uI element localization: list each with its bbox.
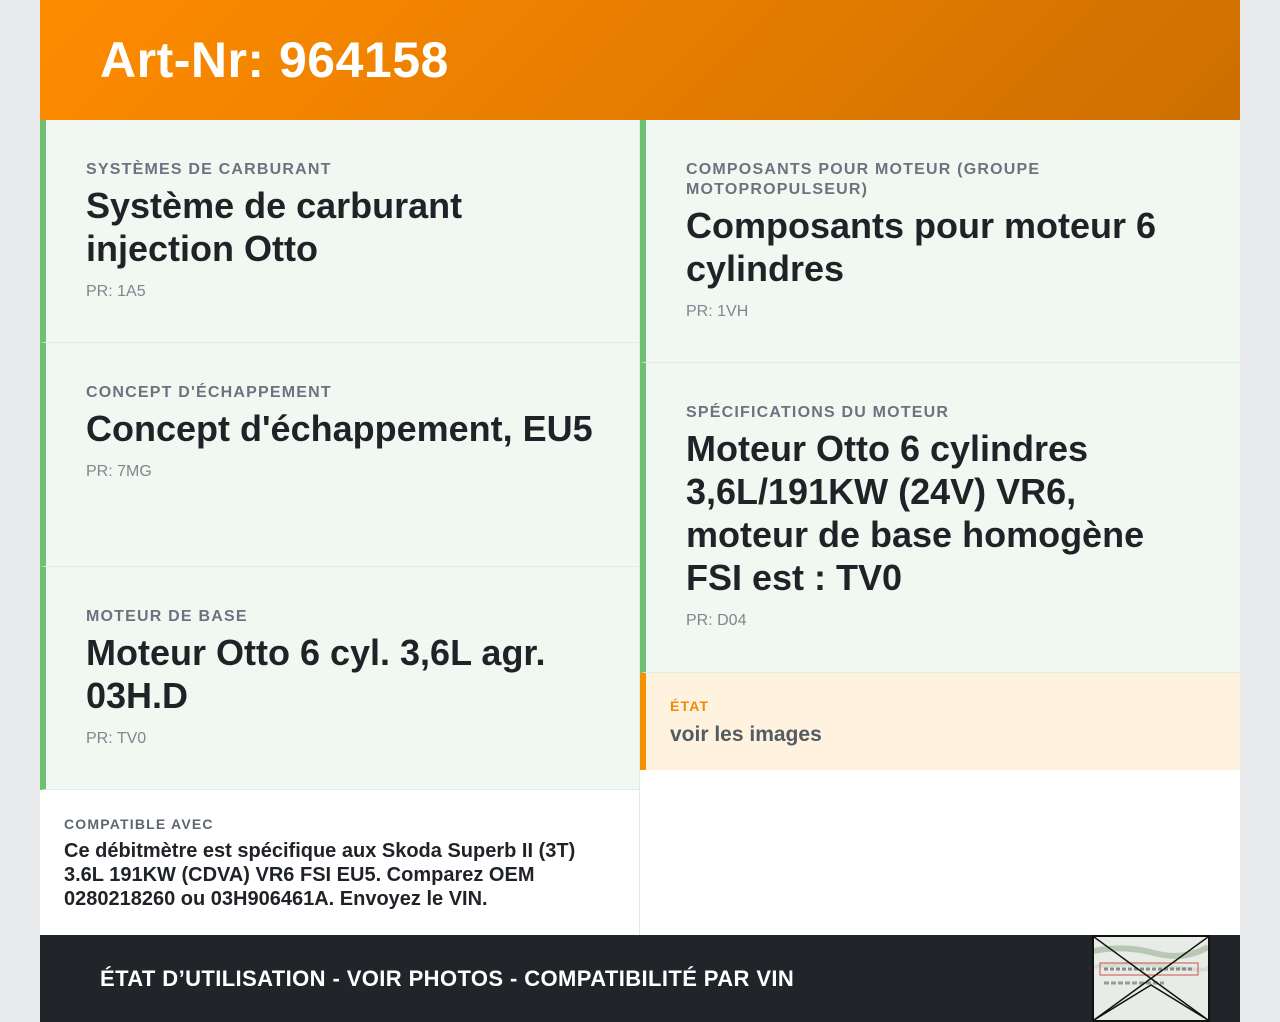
condition-value: voir les images [670, 723, 822, 746]
compatibility-text: Ce débitmètre est spécifique aux Skoda Superb II (3T) 3.6L 191KW (CDVA) VR6 FSI EU5. Comparez OEM 0280218260 ou 03H906461A. Envoyez le VIN. [64, 840, 576, 910]
spec-pr-code: PR: 7MG [86, 463, 152, 480]
article-number-title: Art-Nr: 964158 [100, 32, 449, 88]
spec-pr-code: PR: TV0 [86, 730, 147, 747]
spec-title: Système de carburant injection Otto [86, 185, 463, 269]
spec-category: MOTEUR DE BASE [86, 608, 248, 625]
spec-category: SPÉCIFICATIONS DU MOTEUR [686, 404, 950, 421]
document-thumbnail-icon[interactable] [1092, 935, 1210, 1022]
spec-category: COMPOSANTS POUR MOTEUR (GROUPE MOTOPROPULSEUR) [686, 161, 1041, 198]
page-header [40, 0, 1240, 120]
compatibility-section [40, 790, 639, 935]
spec-card-base-engine [40, 567, 639, 790]
right-column [640, 120, 1240, 935]
spec-pr-code: PR: 1A5 [86, 283, 146, 300]
spec-title: Moteur Otto 6 cyl. 3,6L agr. 03H.D [86, 632, 546, 716]
condition-label: ÉTAT [670, 698, 710, 714]
spec-category: CONCEPT D'ÉCHAPPEMENT [86, 384, 332, 401]
spec-title: Moteur Otto 6 cylindres 3,6L/191KW (24V) VR6, moteur de base homogène FSI est : TV0 [686, 428, 1145, 598]
product-page [40, 0, 1240, 1022]
spec-card-fuel-system [40, 120, 639, 343]
compatibility-label: COMPATIBLE AVEC [64, 816, 214, 832]
spec-card-exhaust-concept [40, 343, 639, 567]
spec-pr-code: PR: D04 [686, 612, 747, 629]
footer-banner [40, 935, 1240, 1022]
spec-card-engine-components [640, 120, 1240, 363]
spec-title: Composants pour moteur 6 cylindres [686, 205, 1157, 289]
spec-title: Concept d'échappement, EU5 [86, 408, 593, 449]
left-column [40, 120, 640, 935]
spec-columns [40, 120, 1240, 935]
spec-card-engine-specifications [640, 363, 1240, 673]
spec-pr-code: PR: 1VH [686, 303, 749, 320]
spec-category: SYSTÈMES DE CARBURANT [86, 161, 332, 178]
footer-text: ÉTAT D’UTILISATION - VOIR PHOTOS - COMPATIBILITÉ PAR VIN [100, 965, 795, 991]
condition-box [640, 673, 1240, 770]
